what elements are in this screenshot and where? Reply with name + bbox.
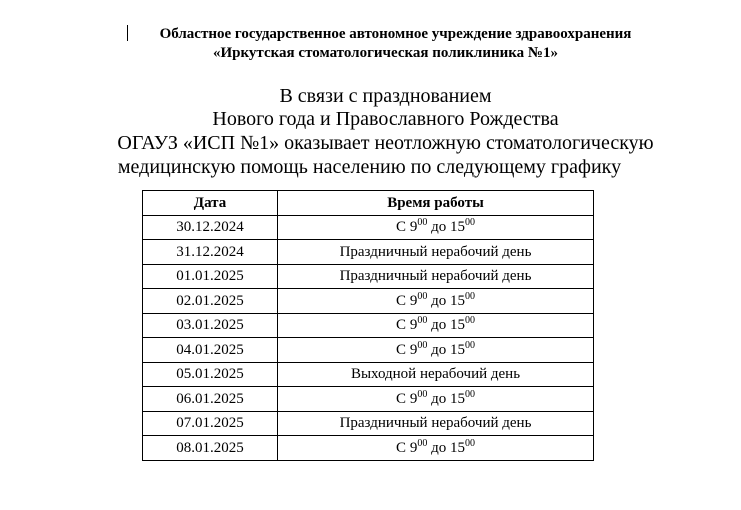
- hours-to: 15: [449, 439, 465, 456]
- date-cell: 05.01.2025: [143, 362, 278, 387]
- hours-cell: Праздничный нерабочий день: [278, 264, 594, 289]
- hours-joiner: до: [431, 390, 447, 407]
- hours-cell: Праздничный нерабочий день: [278, 411, 594, 436]
- hours-prefix: С: [396, 292, 407, 309]
- hours-cell: [278, 215, 594, 240]
- table-row: [143, 387, 594, 412]
- table-row: [143, 264, 594, 289]
- table-row: [143, 362, 594, 387]
- hours-to-minutes: 00: [464, 315, 475, 327]
- hours-from: 9: [409, 292, 418, 309]
- hours-prefix: С: [396, 341, 407, 358]
- notice-line1: В связи с празднованием: [279, 85, 492, 107]
- date-cell: 06.01.2025: [143, 387, 278, 412]
- hours-prefix: С: [396, 390, 407, 407]
- hours-from-minutes: 00: [417, 290, 428, 302]
- hours-prefix: С: [396, 219, 407, 236]
- table-row: [143, 240, 594, 265]
- table-row: [143, 411, 594, 436]
- hours-from-minutes: 00: [417, 437, 428, 449]
- date-cell: 01.01.2025: [143, 264, 278, 289]
- hours-to-minutes: 00: [464, 339, 475, 351]
- column-header-date: Дата: [143, 191, 278, 216]
- hours-to: 15: [449, 341, 465, 358]
- hours-from-minutes: 00: [417, 217, 428, 229]
- hours-joiner: до: [431, 439, 447, 456]
- table-row: [143, 436, 594, 461]
- table-header-row: [143, 191, 594, 216]
- hours-to-minutes: 00: [464, 290, 475, 302]
- table-row: [143, 313, 594, 338]
- organization-name-line1: Областное государственное автономное учреждение здравоохранения: [159, 26, 632, 42]
- hours-joiner: до: [431, 317, 447, 334]
- notice-line2: Нового года и Православного Рождества: [212, 108, 559, 130]
- hours-to-minutes: 00: [464, 388, 475, 400]
- column-header-hours: Время работы: [278, 191, 594, 216]
- hours-joiner: до: [431, 219, 447, 236]
- date-cell: 02.01.2025: [143, 289, 278, 314]
- hours-from-minutes: 00: [417, 315, 428, 327]
- hours-prefix: С: [396, 317, 407, 334]
- hours-to: 15: [449, 390, 465, 407]
- date-cell: 04.01.2025: [143, 338, 278, 363]
- hours-to: 15: [449, 219, 465, 236]
- date-cell: 30.12.2024: [143, 215, 278, 240]
- hours-cell: Праздничный нерабочий день: [278, 240, 594, 265]
- hours-from: 9: [409, 317, 418, 334]
- hours-to: 15: [449, 292, 465, 309]
- hours-to: 15: [449, 317, 465, 334]
- date-cell: 07.01.2025: [143, 411, 278, 436]
- hours-cell: [278, 338, 594, 363]
- hours-from-minutes: 00: [417, 388, 428, 400]
- table-row: [143, 215, 594, 240]
- schedule-table: [142, 190, 594, 461]
- hours-cell: Выходной нерабочий день: [278, 362, 594, 387]
- hours-cell: [278, 387, 594, 412]
- table-row: [143, 289, 594, 314]
- hours-joiner: до: [431, 341, 447, 358]
- table-row: [143, 338, 594, 363]
- hours-from: 9: [409, 439, 418, 456]
- hours-to-minutes: 00: [464, 437, 475, 449]
- notice-line3: ОГАУЗ «ИСП №1» оказывает неотложную стоматологическую: [117, 132, 654, 154]
- hours-cell: [278, 313, 594, 338]
- hours-joiner: до: [431, 292, 447, 309]
- hours-from: 9: [409, 341, 418, 358]
- organization-name-line2: «Иркутская стоматологическая поликлиника №1»: [212, 45, 558, 61]
- hours-from: 9: [409, 390, 418, 407]
- date-cell: 31.12.2024: [143, 240, 278, 265]
- date-cell: 03.01.2025: [143, 313, 278, 338]
- notice-line4: медицинскую помощь населению по следующему графику: [117, 156, 622, 178]
- hours-prefix: С: [396, 439, 407, 456]
- hours-cell: [278, 289, 594, 314]
- hours-from-minutes: 00: [417, 339, 428, 351]
- hours-cell: [278, 436, 594, 461]
- hours-from: 9: [409, 219, 418, 236]
- hours-to-minutes: 00: [464, 217, 475, 229]
- date-cell: 08.01.2025: [143, 436, 278, 461]
